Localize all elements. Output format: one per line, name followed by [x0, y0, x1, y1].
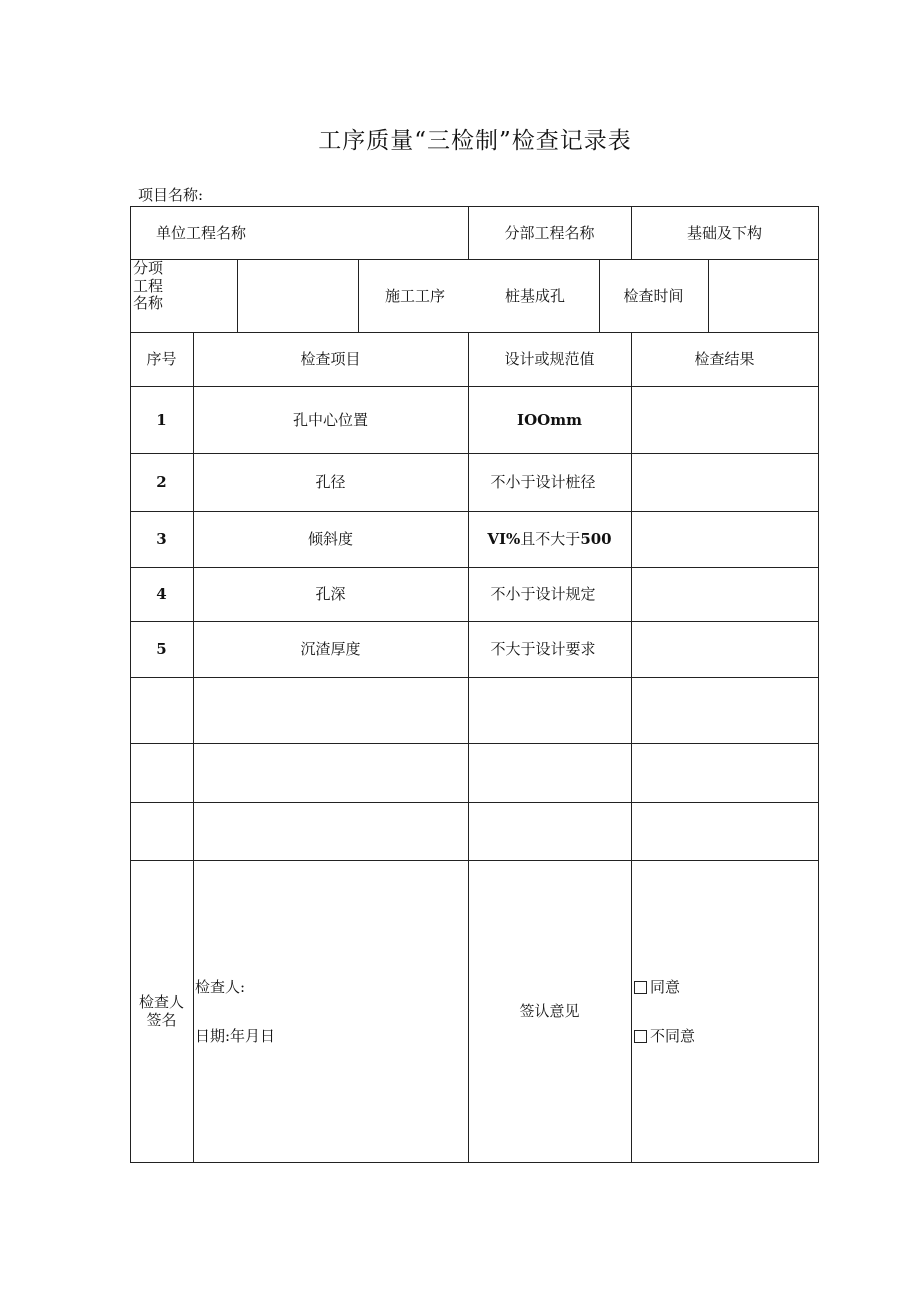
- inspector-field[interactable]: 检查人:: [195, 978, 246, 996]
- table-row-result[interactable]: [631, 386, 818, 453]
- table-row-item: 孔径: [315, 473, 346, 491]
- table-row-item: 倾斜度: [307, 530, 353, 548]
- table-row-spec: 不大于设计要求: [490, 640, 596, 658]
- checkbox-icon: [634, 981, 647, 994]
- table-row-result[interactable]: [631, 511, 818, 567]
- table-row-spec: IOOmm: [517, 410, 582, 429]
- disagree-checkbox[interactable]: 不同意: [634, 1024, 804, 1048]
- table-row-item: 孔深: [315, 585, 346, 603]
- division-project-name-label: 分部工程名称: [504, 223, 595, 242]
- table-row-item: 孔中心位置: [292, 410, 368, 429]
- table-row-item: 沉渣厚度: [300, 640, 361, 658]
- column-header-seq: 序号: [146, 350, 177, 368]
- inspector-signature-label: 检查人 签名: [138, 993, 184, 1029]
- table-row-result[interactable]: [631, 567, 818, 621]
- procedure-label: 施工工序: [384, 286, 445, 305]
- check-time-value[interactable]: [708, 259, 818, 332]
- checkbox-icon: [634, 1030, 647, 1043]
- table-row-spec: VI% 且不大于 500: [487, 530, 612, 548]
- agree-checkbox[interactable]: 同意: [634, 975, 804, 999]
- table-row-seq: 5: [156, 640, 167, 658]
- division-project-name-value: 基础及下构: [686, 223, 762, 242]
- page-title: 工序质量“三检制”检查记录表: [318, 128, 632, 154]
- subitem-name-value[interactable]: [237, 259, 358, 332]
- confirm-opinion-label: 签认意见: [519, 1002, 580, 1020]
- table-row-seq: 3: [156, 530, 167, 548]
- table-row-seq: 2: [156, 473, 167, 491]
- table-row-result[interactable]: [631, 621, 818, 677]
- table-row-spec: 不小于设计桩径: [490, 473, 596, 491]
- unit-project-name-label: 单位工程名称: [156, 223, 247, 242]
- date-field[interactable]: 日期:年月日: [195, 1027, 276, 1045]
- check-time-label: 检查时间: [623, 286, 684, 305]
- table-row-seq: 4: [156, 585, 167, 603]
- table-row-result[interactable]: [631, 453, 818, 511]
- procedure-value: 桩基成孔: [504, 286, 565, 305]
- table-row-spec: 不小于设计规定: [490, 585, 596, 603]
- column-header-item: 检查项目: [300, 350, 361, 368]
- table-row-empty[interactable]: [631, 743, 818, 802]
- table-row-seq: 1: [156, 410, 167, 429]
- subitem-name-label: 分项 工程 名称: [133, 259, 164, 313]
- table-row-empty[interactable]: [631, 677, 818, 743]
- table-row-empty[interactable]: [631, 802, 818, 860]
- column-header-spec: 设计或规范值: [504, 350, 595, 368]
- project-name-label: 项目名称:: [138, 186, 204, 204]
- column-header-result: 检查结果: [694, 350, 755, 368]
